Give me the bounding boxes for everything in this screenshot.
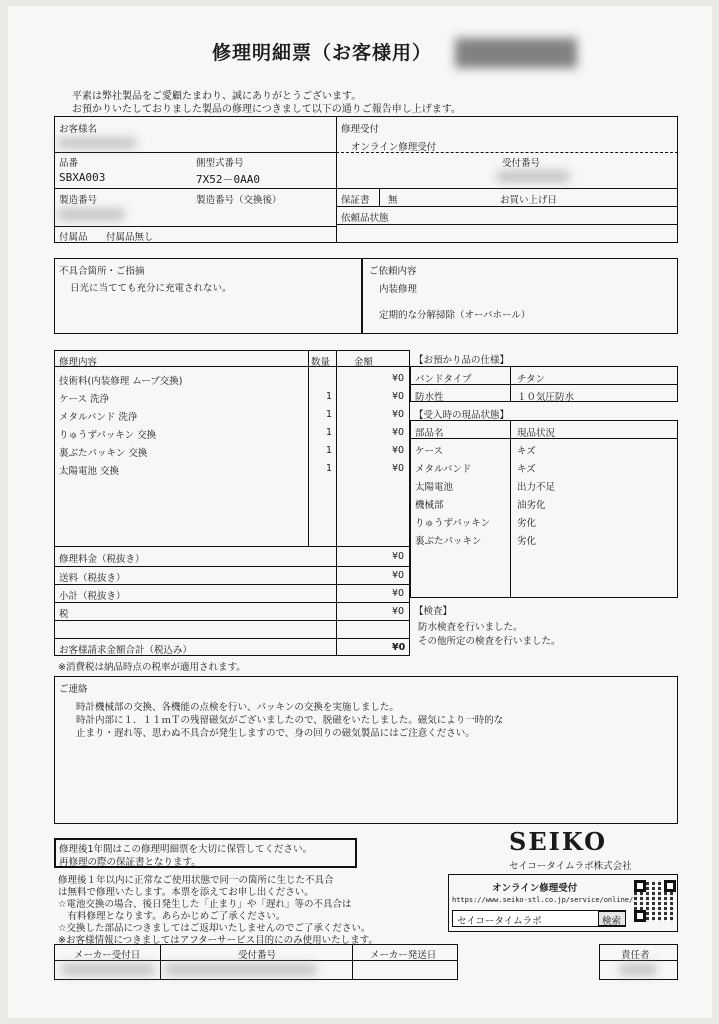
spec-key: バンドタイプ <box>415 374 472 385</box>
condition-part-header: 部品名 <box>415 428 444 439</box>
receipt-no-label: 受付番号 <box>502 158 541 169</box>
responsible-label: 責任者 <box>621 950 650 961</box>
online-url[interactable]: https://www.seiko-stl.co.jp/service/online/ <box>452 896 634 904</box>
spec-label: 【お預かり品の仕様】 <box>414 355 510 366</box>
redacted-serial <box>58 209 124 220</box>
warranty-note-line: 有料修理となります。あらかじめご了承ください。 <box>58 911 286 922</box>
repair-row-amount: ¥0 <box>392 409 405 420</box>
repair-row-qty: 1 <box>326 391 333 402</box>
redacted-receipt-number <box>166 964 316 975</box>
keep-notice-line: 再修理の際の保証書となります。 <box>59 857 201 868</box>
repair-row-amount: ¥0 <box>392 463 405 474</box>
request-state-label: 依頼品状態 <box>341 213 389 224</box>
condition-part: りゅうずパッキン <box>415 518 491 529</box>
reception-label: 修理受付 <box>341 124 380 135</box>
document-title: 修理明細票（お客様用） <box>212 42 433 64</box>
repair-qty-header: 数量 <box>311 357 331 368</box>
repair-row-name: 技術料(内装修理 ムーブ交換) <box>59 376 183 387</box>
redacted-name <box>455 38 577 68</box>
repair-row-name: 太陽電池 交換 <box>59 466 120 477</box>
spec-key: 防水性 <box>415 392 444 403</box>
repair-row-qty: 1 <box>326 445 333 456</box>
redacted-responsible <box>620 964 656 975</box>
repair-row-amount: ¥0 <box>392 427 405 438</box>
warranty-label: 保証書 <box>341 195 370 206</box>
warranty-value: 無 <box>388 195 398 206</box>
defect-label: 不具合箇所・ご指摘 <box>59 266 145 277</box>
condition-state: キズ <box>517 446 536 457</box>
inspection-line: その他所定の検査を行いました。 <box>418 636 561 647</box>
serial-after-label: 製造番号（交換後） <box>196 195 282 206</box>
repair-row-qty: 1 <box>326 409 333 420</box>
request-item: 定期的な分解掃除（オーバホール） <box>379 310 531 321</box>
condition-label: 【受入時の現品状態】 <box>414 410 510 421</box>
total-label: お客様請求金額合計（税込み） <box>59 645 193 656</box>
warranty-note-line: ※お客様情報につきましてはアフターサービス目的にのみ使用いたします。 <box>58 935 378 946</box>
total-amount: ¥0 <box>392 570 405 581</box>
total-amount: ¥0 <box>392 642 406 653</box>
tax-note: ※消費税は納品時点の税率が適用されます。 <box>58 662 246 673</box>
inspection-label: 【検査】 <box>414 606 453 617</box>
redacted-received-date <box>62 964 154 975</box>
intro-line: お預かりいたしておりました製品の修理につきまして以下の通りご報告申し上げます。 <box>72 104 461 115</box>
defect-text: 日光に当てても充分に充電されない。 <box>70 283 232 294</box>
repair-amount-header: 金額 <box>354 357 374 368</box>
total-amount: ¥0 <box>392 606 405 617</box>
online-title: オンライン修理受付 <box>492 883 578 894</box>
condition-part: 機械部 <box>415 500 444 511</box>
total-amount: ¥0 <box>392 588 405 599</box>
caliber-value: 7X52－0AA0 <box>196 173 260 186</box>
accessories-label: 付属品 <box>59 232 88 243</box>
product-label: 品番 <box>59 158 79 169</box>
repair-row-amount: ¥0 <box>392 391 405 402</box>
repair-row-qty: 1 <box>326 463 333 474</box>
repair-row-qty: 1 <box>326 427 333 438</box>
repair-row-name: りゅうずパッキン 交換 <box>59 430 157 441</box>
warranty-note-line: ☆交換した部品につきましてはご返却いたしませんのでご了承ください。 <box>58 923 371 934</box>
accessories-value: 付属品無し <box>106 232 154 243</box>
caliber-label: 側型式番号 <box>196 158 244 169</box>
warranty-note-line: 修理後１年以内に正常なご使用状態で同一の箇所に生じた不具合 <box>58 875 334 886</box>
redacted-receipt-no <box>497 171 569 182</box>
product-value: SBXA003 <box>59 171 106 184</box>
keep-notice-line: 修理後1年間はこの修理明細票を大切に保管してください。 <box>59 844 313 855</box>
purchase-date-label: お買い上げ日 <box>500 195 558 206</box>
repair-row-amount: ¥0 <box>392 373 405 384</box>
company-name: セイコータイムラボ株式会社 <box>509 861 632 872</box>
request-label: ご依頼内容 <box>369 266 417 277</box>
condition-state: キズ <box>517 464 536 475</box>
remarks-line: 時計機械部の交換、各機能の点検を行い、パッキンの交換を実施しました。 <box>76 702 399 713</box>
total-label: 送料（税抜き） <box>59 573 126 584</box>
repair-content-header: 修理内容 <box>59 357 98 368</box>
seiko-logo: SEIKO <box>509 827 607 856</box>
serial-label: 製造番号 <box>59 195 98 206</box>
maker-shipped-label: メーカー発送日 <box>370 950 437 961</box>
condition-part: 太陽電池 <box>415 482 454 493</box>
intro-line: 平素は弊社製品をご愛顧たまわり、誠にありがとうございます。 <box>72 91 362 102</box>
repair-row-name: 裏ぶたパッキン 交換 <box>59 448 148 459</box>
total-label: 税 <box>59 609 69 620</box>
condition-state: 劣化 <box>517 536 537 547</box>
remarks-line: 止まり・遅れ等、思わぬ不具合が発生しますので、身の回りの磁気製品にはご注意ください。 <box>76 728 475 739</box>
warranty-note-line: ☆電池交換の場合、後日発生した「止まり」や「遅れ」等の不具合は <box>58 899 352 910</box>
search-button-label[interactable]: 検索 <box>602 916 622 927</box>
repair-row-amount: ¥0 <box>392 445 405 456</box>
condition-state: 劣化 <box>517 518 537 529</box>
total-label: 小計（税抜き） <box>59 591 126 602</box>
condition-state: 油劣化 <box>517 500 546 511</box>
condition-state-header: 現品状況 <box>517 428 556 439</box>
condition-state: 出力不足 <box>517 482 556 493</box>
spec-value: １０気圧防水 <box>517 392 575 403</box>
request-item: 内装修理 <box>379 284 418 295</box>
search-input-value[interactable]: セイコータイムラボ <box>457 916 542 927</box>
intro-text <box>72 90 461 116</box>
inspection-line: 防水検査を行いました。 <box>418 622 523 633</box>
footer-receipt-no-label: 受付番号 <box>238 950 277 961</box>
total-label: 修理料金（税抜き） <box>59 554 145 565</box>
maker-received-label: メーカー受付日 <box>74 950 141 961</box>
condition-part: 裏ぶたパッキン <box>415 536 482 547</box>
condition-part: ケース <box>415 446 444 457</box>
spec-value: チタン <box>517 374 546 385</box>
warranty-note-line: は無料で修理いたします。本票を添えてお申し出ください。 <box>58 887 314 898</box>
customer-name-label: お客様名 <box>59 124 98 135</box>
total-amount: ¥0 <box>392 551 405 562</box>
remarks-label: ご連絡 <box>59 684 88 695</box>
remarks-line: 時計内部に１．１１ｍＴの残留磁気がございましたので、脱磁をいたしました。磁気により一時的な <box>76 715 504 726</box>
repair-row-name: メタルバンド 洗浄 <box>59 412 138 423</box>
reception-value: オンライン修理受付 <box>351 142 437 153</box>
condition-part: メタルバンド <box>415 464 472 475</box>
redacted-customer-name <box>58 138 136 148</box>
repair-row-name: ケース 洗浄 <box>59 394 110 405</box>
